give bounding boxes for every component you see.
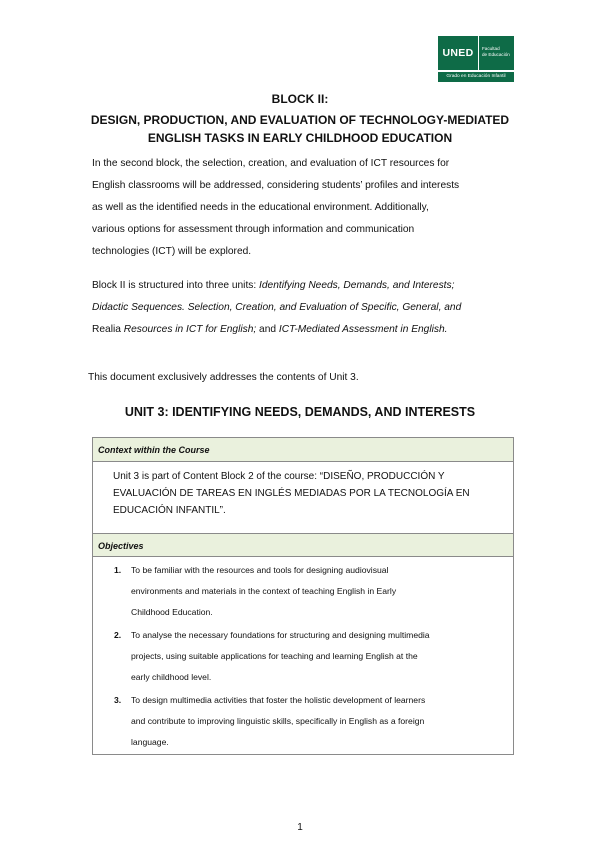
- logo-program: Grado en Educación Infantil: [438, 72, 514, 82]
- structure-line: [92, 319, 532, 341]
- objective-item: [93, 690, 513, 753]
- intro-line: as well as the identified needs in the educational environment. Additionally,: [92, 202, 429, 213]
- uned-logo: [438, 36, 514, 84]
- unit-title: UNIT 3: IDENTIFYING NEEDS, DEMANDS, AND INTERESTS: [124, 405, 476, 419]
- course-info-table: [92, 437, 514, 755]
- logo-faculty-line1: Facultad: [482, 46, 500, 51]
- context-header: Context within the Course: [93, 438, 513, 462]
- objective-line: early childhood level.: [131, 672, 212, 682]
- objective-item: [93, 560, 513, 623]
- objective-number: 3.: [114, 695, 122, 705]
- unit2-title-part3: Resources in ICT for English;: [123, 324, 257, 335]
- intro-line: technologies (ICT) will be explored.: [92, 246, 252, 257]
- structure-line: [92, 275, 532, 297]
- objective-line: projects, using suitable applications for teaching and learning English at the: [131, 651, 418, 661]
- realia-word: Realia: [92, 324, 124, 335]
- block-title: BLOCK II:: [271, 92, 329, 106]
- structure-and: and: [256, 324, 279, 335]
- structure-paragraph: [92, 275, 532, 341]
- objective-line: and contribute to improving linguistic skills, specifically in English as a foreign: [131, 716, 425, 726]
- objective-item: [93, 625, 513, 688]
- intro-paragraph: [92, 153, 522, 263]
- structure-prefix: Block II is structured into three units:: [92, 280, 260, 291]
- objectives-header: Objectives: [93, 533, 513, 557]
- structure-line: [92, 297, 532, 319]
- context-text: [113, 468, 508, 519]
- unit1-title: Identifying Needs, Demands, and Interests;: [259, 280, 455, 291]
- page-number: 1: [297, 822, 303, 833]
- objective-number: 2.: [114, 630, 122, 640]
- intro-line: various options for assessment through information and communication: [92, 224, 415, 235]
- unit2-title-part1: Didactic Sequences. Selection, Creation, and Evaluation of Specific, General: [92, 302, 439, 313]
- objective-line: To analyse the necessary foundations for structuring and designing multimedia: [131, 630, 430, 640]
- context-line: EDUCACIÓN INFANTIL”.: [113, 505, 226, 516]
- intro-line: In the second block, the selection, creation, and evaluation of ICT resources for: [92, 158, 450, 169]
- scope-note: This document exclusively addresses the contents of Unit 3.: [88, 372, 359, 383]
- context-line: Unit 3 is part of Content Block 2 of the course: “DISEÑO, PRODUCCIÓN Y: [113, 471, 445, 482]
- logo-faculty: [478, 36, 514, 70]
- objective-number: 1.: [114, 565, 122, 575]
- objectives-list: [93, 560, 513, 755]
- unit2-title-part2: , and: [438, 302, 462, 313]
- objective-line: language.: [131, 737, 169, 747]
- objective-line: To be familiar with the resources and tools for designing audiovisual: [131, 565, 389, 575]
- unit3-title: ICT-Mediated Assessment in English.: [278, 324, 448, 335]
- block-subtitle-line2: ENGLISH TASKS IN EARLY CHILDHOOD EDUCATION: [147, 131, 453, 145]
- intro-line: English classrooms will be addressed, considering students’ profiles and interests: [92, 180, 460, 191]
- objective-line: environments and materials in the context of teaching English in Early: [131, 586, 397, 596]
- logo-top: [438, 36, 514, 70]
- objective-line: To design multimedia activities that foster the holistic development of learners: [131, 695, 426, 705]
- logo-faculty-line2: de Educación: [482, 52, 510, 57]
- context-line: EVALUACIÓN DE TAREAS EN INGLÉS MEDIADAS POR LA TECNOLOGÍA EN: [113, 488, 470, 499]
- objective-line: Childhood Education.: [131, 607, 213, 617]
- logo-wordmark: UNED: [438, 36, 478, 70]
- block-subtitle-line1: DESIGN, PRODUCTION, AND EVALUATION OF TECHNOLOGY-MEDIATED: [90, 113, 510, 127]
